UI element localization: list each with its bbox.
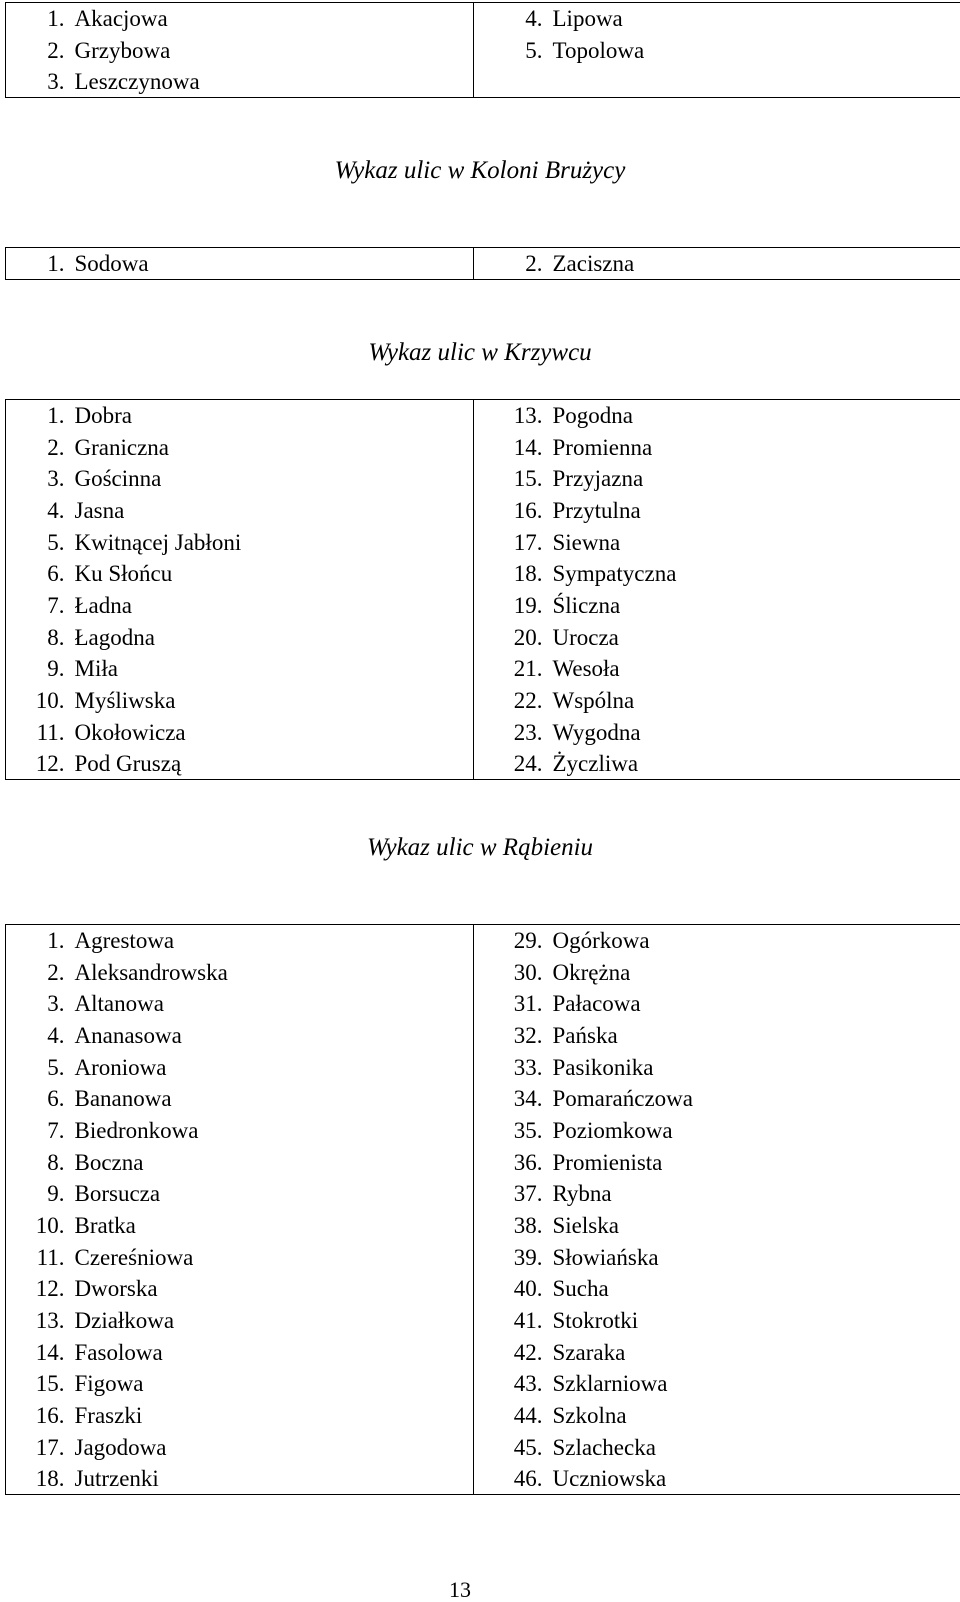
street-number: 44. [474, 1400, 549, 1432]
street-name: Borsucza [71, 1178, 474, 1210]
street-number: 31. [474, 988, 549, 1020]
street-number: 38. [474, 1210, 549, 1242]
street-number: 1. [6, 248, 71, 280]
section-heading: Wykaz ulic w Koloni Brużycy [0, 156, 960, 186]
street-name: Stokrotki [549, 1305, 960, 1337]
street-number: 1. [6, 400, 71, 432]
street-name: Altanowa [71, 988, 474, 1020]
street-number: 17. [6, 1432, 71, 1464]
street-name: Lipowa [549, 3, 960, 35]
table-row [6, 526, 960, 558]
street-name: Urocza [549, 621, 960, 653]
street-name: Wspólna [549, 685, 960, 717]
street-name: Przytulna [549, 495, 960, 527]
street-number: 20. [474, 621, 549, 653]
street-number: 8. [6, 621, 71, 653]
table-row [6, 1273, 960, 1305]
street-name: Kwitnącej Jabłoni [71, 526, 474, 558]
street-name: Ku Słońcu [71, 558, 474, 590]
street-number: 14. [474, 431, 549, 463]
street-name: Topolowa [549, 34, 960, 66]
table-row [6, 621, 960, 653]
street-name: Wesoła [549, 653, 960, 685]
street-number: 39. [474, 1241, 549, 1273]
street-name: Czereśniowa [71, 1241, 474, 1273]
street-number: 7. [6, 1115, 71, 1147]
street-number: 9. [6, 653, 71, 685]
table-row [6, 1020, 960, 1052]
street-number: 5. [6, 1051, 71, 1083]
street-name: Ogórkowa [549, 925, 960, 957]
street-table [5, 2, 960, 98]
street-number: 12. [6, 1273, 71, 1305]
table-row [6, 66, 960, 98]
table-row [6, 653, 960, 685]
street-name: Łagodna [71, 621, 474, 653]
street-number: 9. [6, 1178, 71, 1210]
street-number: 22. [474, 685, 549, 717]
street-number: 33. [474, 1051, 549, 1083]
table-row [6, 1241, 960, 1273]
street-number: 35. [474, 1115, 549, 1147]
table-row [6, 1051, 960, 1083]
street-name: Sielska [549, 1210, 960, 1242]
street-name: Okrężna [549, 956, 960, 988]
table-row [6, 1336, 960, 1368]
street-name: Uczniowska [549, 1463, 960, 1495]
street-name: Grzybowa [71, 34, 474, 66]
street-name: Jutrzenki [71, 1463, 474, 1495]
table-row [6, 1368, 960, 1400]
street-name: Ananasowa [71, 1020, 474, 1052]
table-row [6, 495, 960, 527]
street-name: Sodowa [71, 248, 474, 280]
table-row [6, 1432, 960, 1464]
street-name: Akacjowa [71, 3, 474, 35]
street-number: 18. [474, 558, 549, 590]
table-row [6, 956, 960, 988]
table-row [6, 988, 960, 1020]
street-number: 6. [6, 558, 71, 590]
table-row [6, 34, 960, 66]
table-row [6, 248, 960, 280]
street-number [474, 66, 549, 98]
street-number: 11. [6, 716, 71, 748]
street-table [5, 247, 960, 280]
street-name: Siewna [549, 526, 960, 558]
street-name: Promienista [549, 1146, 960, 1178]
table-row [6, 1178, 960, 1210]
street-name: Agrestowa [71, 925, 474, 957]
street-number: 3. [6, 988, 71, 1020]
street-number: 12. [6, 748, 71, 780]
table-row [6, 1146, 960, 1178]
table-row [6, 3, 960, 35]
street-number: 15. [474, 463, 549, 495]
street-name: Jagodowa [71, 1432, 474, 1464]
street-name: Sucha [549, 1273, 960, 1305]
table-row [6, 1210, 960, 1242]
street-name: Pomarańczowa [549, 1083, 960, 1115]
street-number: 32. [474, 1020, 549, 1052]
street-number: 2. [6, 431, 71, 463]
street-name: Aroniowa [71, 1051, 474, 1083]
street-name: Leszczynowa [71, 66, 474, 98]
street-number: 13. [474, 400, 549, 432]
table-row [6, 1463, 960, 1495]
street-number: 30. [474, 956, 549, 988]
section-heading: Wykaz ulic w Rąbieniu [0, 833, 960, 863]
street-name: Szaraka [549, 1336, 960, 1368]
street-number: 6. [6, 1083, 71, 1115]
street-number: 16. [6, 1400, 71, 1432]
street-number: 4. [474, 3, 549, 35]
street-name: Pogodna [549, 400, 960, 432]
street-name: Figowa [71, 1368, 474, 1400]
table-row [6, 558, 960, 590]
street-name: Szlachecka [549, 1432, 960, 1464]
street-number: 23. [474, 716, 549, 748]
street-name [549, 66, 960, 98]
street-name: Bratka [71, 1210, 474, 1242]
street-number: 16. [474, 495, 549, 527]
street-name: Biedronkowa [71, 1115, 474, 1147]
table-row [6, 685, 960, 717]
street-number: 2. [6, 34, 71, 66]
street-number: 37. [474, 1178, 549, 1210]
section-heading: Wykaz ulic w Krzywcu [0, 338, 960, 368]
table-row [6, 431, 960, 463]
street-number: 42. [474, 1336, 549, 1368]
street-name: Graniczna [71, 431, 474, 463]
street-number: 40. [474, 1273, 549, 1305]
street-number: 45. [474, 1432, 549, 1464]
street-name: Zaciszna [549, 248, 960, 280]
street-number: 10. [6, 685, 71, 717]
table-row [6, 1305, 960, 1337]
table-row [6, 1400, 960, 1432]
street-number: 5. [6, 526, 71, 558]
street-name: Poziomkowa [549, 1115, 960, 1147]
street-name: Gościnna [71, 463, 474, 495]
table-row [6, 748, 960, 780]
street-number: 46. [474, 1463, 549, 1495]
street-number: 11. [6, 1241, 71, 1273]
table-row [6, 400, 960, 432]
street-number: 41. [474, 1305, 549, 1337]
street-name: Dobra [71, 400, 474, 432]
street-name: Bananowa [71, 1083, 474, 1115]
street-name: Pod Gruszą [71, 748, 474, 780]
street-name: Jasna [71, 495, 474, 527]
street-number: 34. [474, 1083, 549, 1115]
street-name: Szklarniowa [549, 1368, 960, 1400]
street-number: 13. [6, 1305, 71, 1337]
street-name: Przyjazna [549, 463, 960, 495]
street-table [5, 924, 960, 1495]
table-row [6, 1083, 960, 1115]
table-row [6, 716, 960, 748]
table-row [6, 463, 960, 495]
street-name: Miła [71, 653, 474, 685]
table-row [6, 590, 960, 622]
street-name: Fraszki [71, 1400, 474, 1432]
street-number: 2. [474, 248, 549, 280]
street-name: Życzliwa [549, 748, 960, 780]
street-number: 4. [6, 495, 71, 527]
street-name: Okołowicza [71, 716, 474, 748]
street-number: 17. [474, 526, 549, 558]
street-number: 43. [474, 1368, 549, 1400]
street-name: Dworska [71, 1273, 474, 1305]
street-number: 3. [6, 463, 71, 495]
street-number: 36. [474, 1146, 549, 1178]
street-number: 1. [6, 3, 71, 35]
street-name: Działkowa [71, 1305, 474, 1337]
table-row [6, 925, 960, 957]
street-number: 5. [474, 34, 549, 66]
street-name: Aleksandrowska [71, 956, 474, 988]
street-number: 2. [6, 956, 71, 988]
street-name: Słowiańska [549, 1241, 960, 1273]
street-name: Fasolowa [71, 1336, 474, 1368]
street-name: Pałacowa [549, 988, 960, 1020]
street-number: 7. [6, 590, 71, 622]
street-number: 8. [6, 1146, 71, 1178]
street-name: Boczna [71, 1146, 474, 1178]
street-name: Rybna [549, 1178, 960, 1210]
street-name: Śliczna [549, 590, 960, 622]
street-name: Myśliwska [71, 685, 474, 717]
street-number: 14. [6, 1336, 71, 1368]
street-name: Pańska [549, 1020, 960, 1052]
street-number: 21. [474, 653, 549, 685]
street-number: 24. [474, 748, 549, 780]
street-number: 3. [6, 66, 71, 98]
table-row [6, 1115, 960, 1147]
street-name: Sympatyczna [549, 558, 960, 590]
street-number: 18. [6, 1463, 71, 1495]
street-name: Pasikonika [549, 1051, 960, 1083]
street-table [5, 399, 960, 780]
street-name: Szkolna [549, 1400, 960, 1432]
page-number: 13 [0, 1578, 920, 1602]
street-number: 29. [474, 925, 549, 957]
street-number: 4. [6, 1020, 71, 1052]
street-name: Promienna [549, 431, 960, 463]
street-name: Ładna [71, 590, 474, 622]
street-number: 15. [6, 1368, 71, 1400]
street-number: 10. [6, 1210, 71, 1242]
street-number: 19. [474, 590, 549, 622]
street-number: 1. [6, 925, 71, 957]
street-name: Wygodna [549, 716, 960, 748]
